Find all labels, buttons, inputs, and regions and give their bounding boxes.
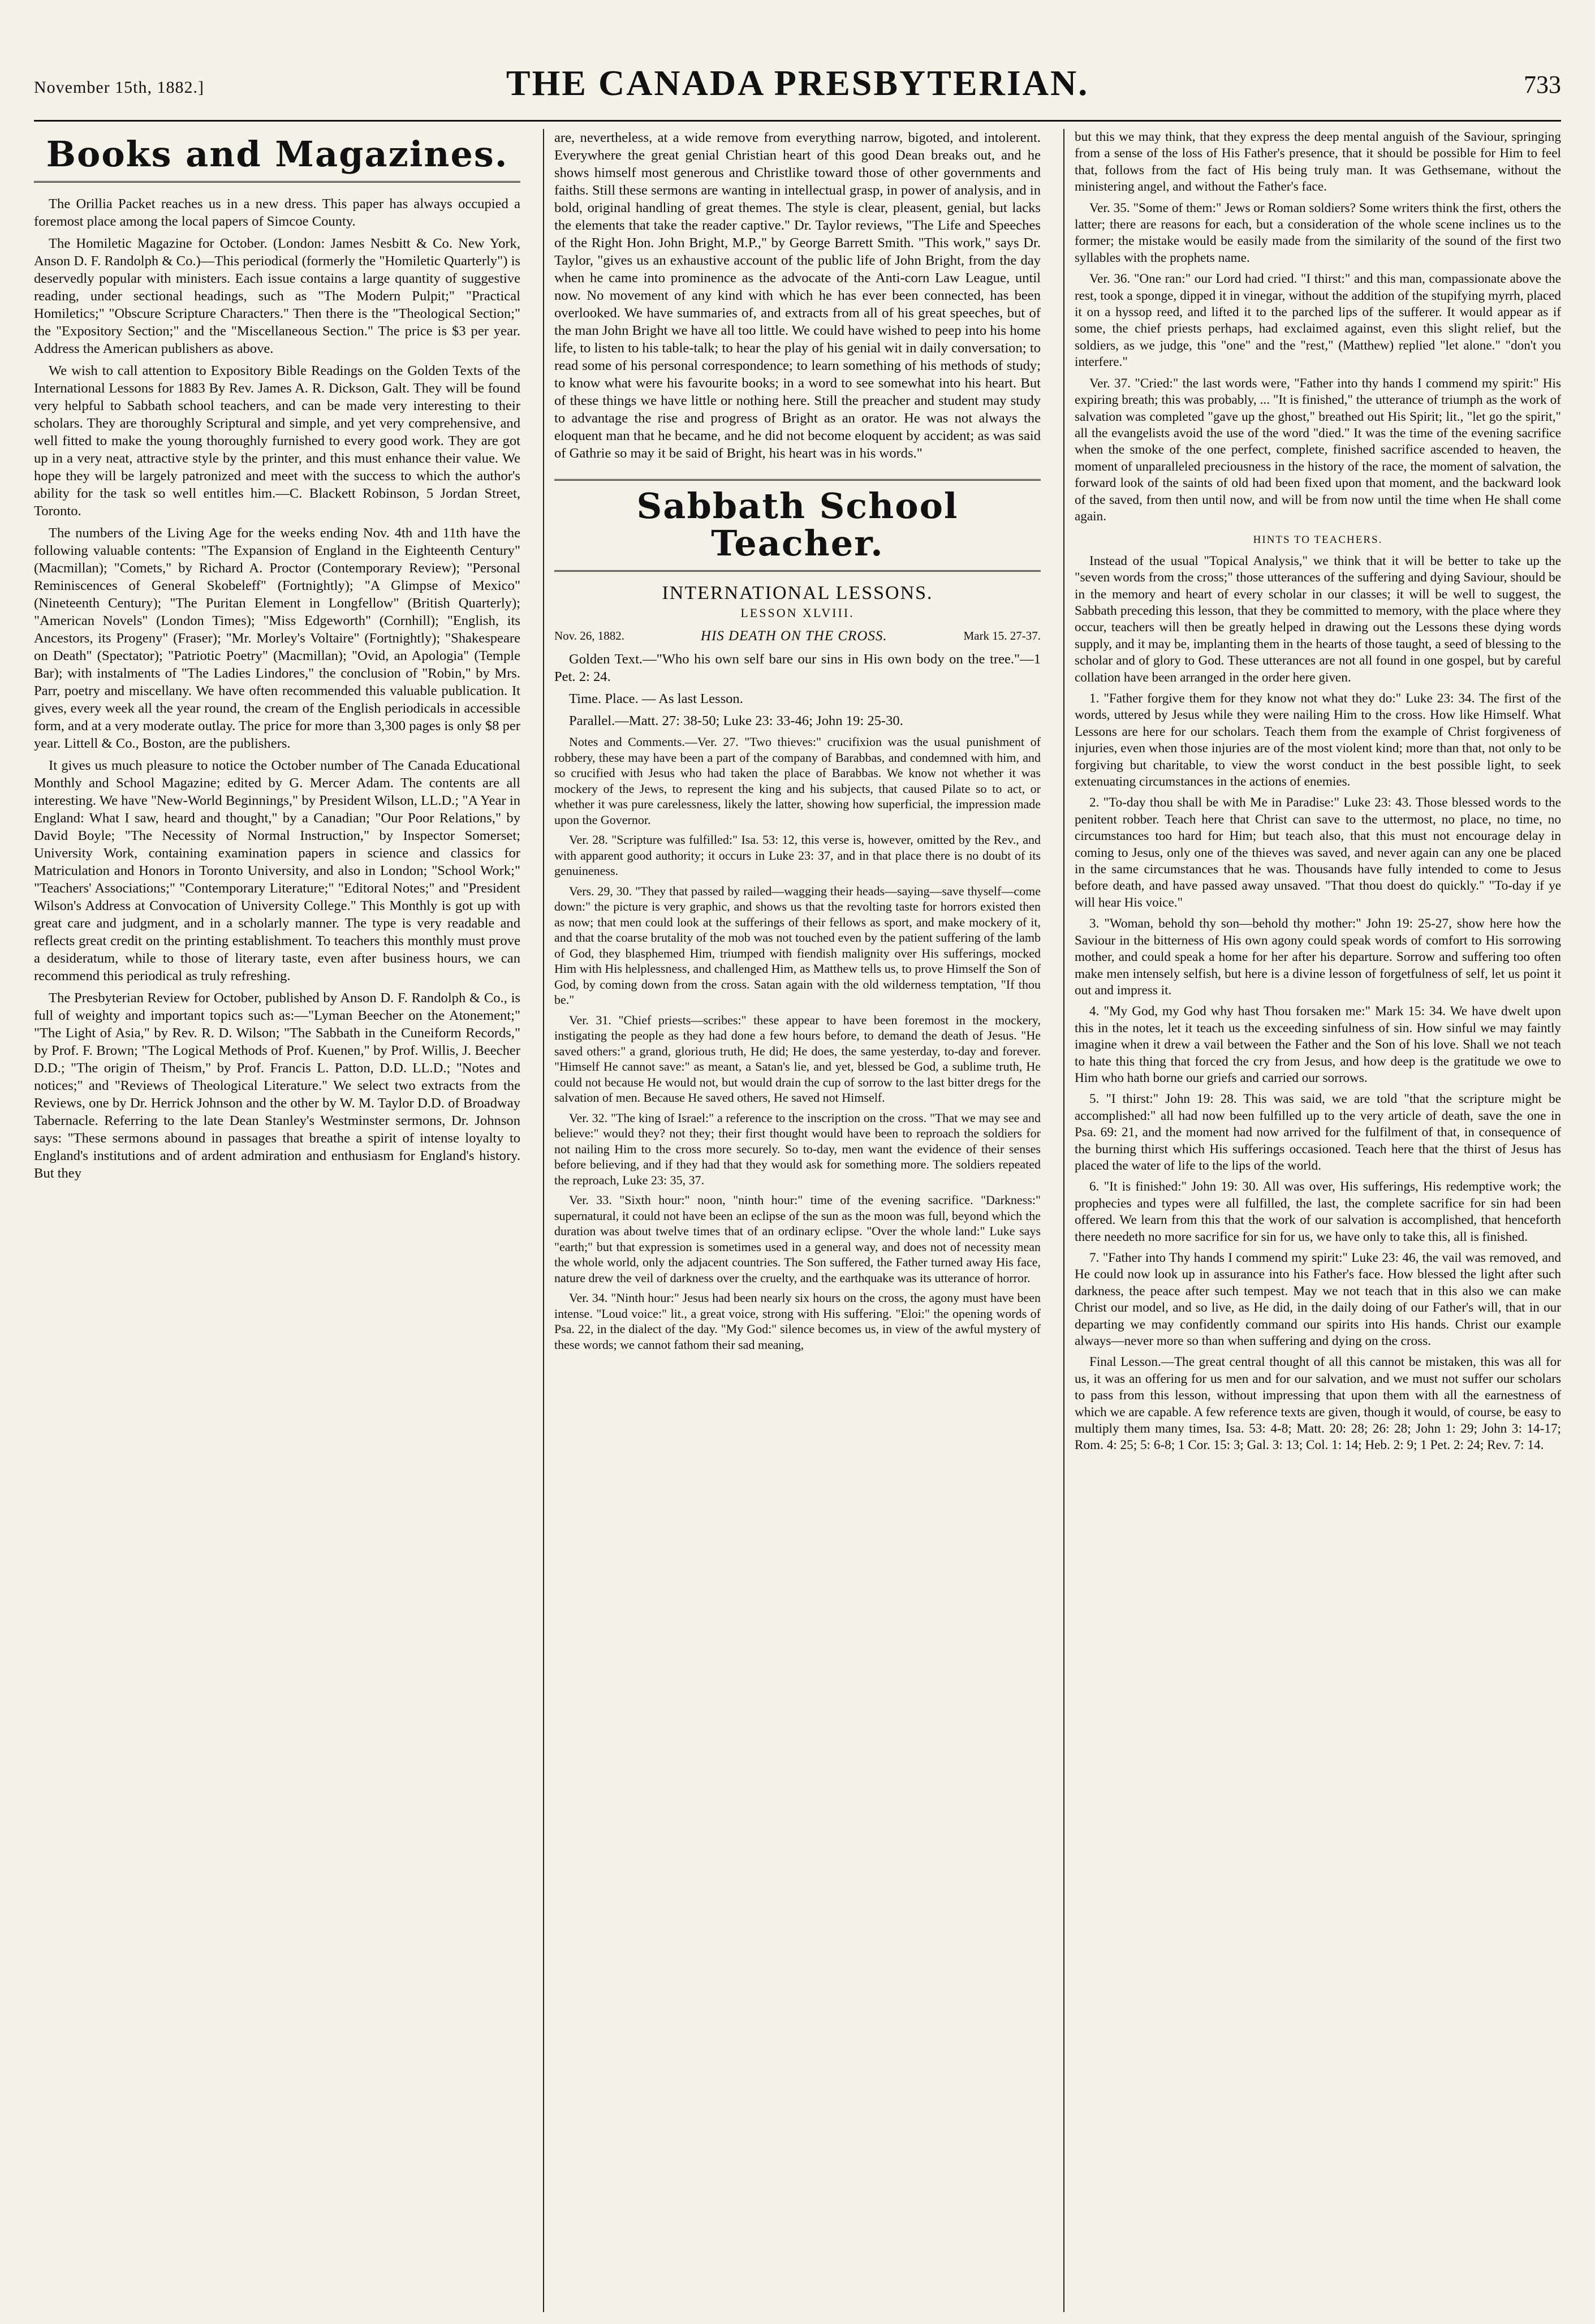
page-number: 733	[1524, 71, 1561, 98]
article-paragraph: It gives us much pleasure to notice the October number of The Canada Educational Monthly and School Magazine; edited by G. Mercer Adam. The contents are all interesting. We have "New-World Beginnings," by President Wilson, LL.D.; "A Year in England: What I saw, heard and thought," by a Canadian; "Our Poor Relations," by David Boyle; "The Necessity of Normal Instruction," by Inspector Somerset; University Work, containing examination papers in science and classics for Matriculation and Honors in Toronto University, and also in London; "School Work;" "Teachers' Associations;" "Contemporary Literature;" "Editoral Notes;" and "President Wilson's Address at Convocation of University College." This Monthly is got up with great care and judgment, and in a scholarly manner. The type is very readable and reflects great credit on the printing establishment. To teachers this monthly must prove a desideratum, while to those of literary taste, even after business hours, we can recommend this periodical as truly refreshing.	[34, 758, 520, 984]
note-paragraph: Ver. 28. "Scripture was fulfilled:" Isa. 53: 12, this verse is, however, omitted by the Rev., and with apparent good authority; it occurs in Luke 23: 37, and in that place there is no doubt of its genuineness.	[554, 833, 1041, 878]
note-paragraph: Notes and Comments.—Ver. 27. "Two thieves:" crucifixion was the usual punishment of robbery, these may have been a part of the company of Barabbas, and condemned with him, and so crucified with Jesus who had taken the place of Barabbas. We know not whether it was mockery of the Jews, to represent the king and his subjects, that caused Pilate so to act, or whether it was pure carelessness, likely the latter, showing how superficial, the impression made upon the Governor.	[554, 735, 1041, 827]
note-paragraph: Vers. 29, 30. "They that passed by railed—wagging their heads—saying—save thyself—come down:" the picture is very graphic, and shows us that the revolting taste for horrors existed then as now; that men could look at the sufferings of their fellows as sport, and make mockery of it, and that the coarse brutality of the mob was not touched even by the patient suffering of the lamb of God, they blasphemed Him, triumped with fiendish malignity over His sufferings, mocked Him with His helplessness, and challenged Him, as Matthew tells us, to prove Himself the Son of God, by coming down from the cross. Satan again with the old wilderness temptation, "If thou be."	[554, 883, 1041, 1007]
masthead-title: THE CANADA PRESBYTERIAN.	[506, 63, 1089, 103]
column-2	[554, 129, 1041, 2312]
hint-paragraph: Instead of the usual "Topical Analysis," we think that it will be better to take up the "seven words from the cross;" those utterances of the suffering and dying Saviour, should be in the memory and heart of every scholar in our classes; it will be well to suggest, the Sabbath preceding this lesson, that they be committed to memory, with the place where they occur, teachers will then be greatly helped in drawing out the Lessons these dying words supply, and it may be, implanting them in the hearts of those taught, a seed of blessing to the scholar and of glory to God. These utterances are not all found in one gospel, but by careful collation have been arranged in the order here given.	[1075, 553, 1561, 685]
note-paragraph: Ver. 34. "Ninth hour:" Jesus had been nearly six hours on the cross, the agony must have been intense. "Loud voice:" lit., a great voice, strong with His suffering. "Eloi:" the opening words of Psa. 22, in the dialect of the day. "My God:" silence becomes us, in view of the awful mystery of these words; we cannot fathom their sad meaning,	[554, 1291, 1041, 1352]
notes-and-comments	[554, 734, 1041, 1352]
hint-paragraph: 2. "To-day thou shall be with Me in Paradise:" Luke 23: 43. Those blessed words to the penitent robber. Teach here that Christ can save to the uttermost, no place, no time, no circumstances too hard for Him; but teach also, that this must not encourage delay in coming to Jesus, only one of the thieves was saved, and never again can any one be placed in the same circumstances that he was. Thousands have fully intended to come to Jesus before death, and have passed away unsaved. "That thou doest do quickly." "To-day if ye will hear His voice."	[1075, 795, 1561, 910]
hint-paragraph: 7. "Father into Thy hands I commend my spirit:" Luke 23: 46, the vail was removed, and He could now look up in assurance into his Father's face. How blessed the light after such darkness, the peace after such tempest. May we not teach that in this also we can make Christ our model, and so live, as He did, in the daily doing of our Father's will, that in our departing we may confidently command our spirits into His hands. Christ our example always—never more so than when suffering and dying on the cross.	[1075, 1251, 1561, 1349]
column-3	[1075, 129, 1561, 2312]
note-paragraph: Ver. 33. "Sixth hour:" noon, "ninth hour:" time of the evening sacrifice. "Darkness:" supernatural, it could not have been an eclipse of the sun as the moon was full, beyond which the duration was about twelve times that of an ordinary eclipse. "Over the whole land:" Luke says "earth;" but that expression is sometimes used in a general way, and does not of necessity mean the whole world, only the adjacent countries. The Son suffered, the Father turned away His face, nature drew the veil of darkness over the cruelty, and the earthquake was its utterance of horror.	[554, 1193, 1041, 1285]
books-section-heading: Books and Magazines.	[34, 129, 520, 183]
article-paragraph: The Homiletic Magazine for October. (London: James Nesbitt & Co. New York, Anson D. F. Randolph & Co.)—This periodical (formerly the "Homiletic Quarterly") is deservedly popular with ministers. Each issue contains a large quantity of suggestive reading, under sectional headings, such as "The Modern Pulpit;" "Practical Homiletics;" "Obscure Scripture Characters." Then there is the "Theological Section;" the "Expository Section;" and the "Miscellaneous Section." The price is $3 per year. Address the American publishers as above.	[34, 236, 520, 356]
article-paragraph: We wish to call attention to Expository Bible Readings on the Golden Texts of the International Lessons for 1883 By Rev. James A. R. Dickson, Galt. They will be found very helpful to Sabbath school teachers, and can be made very interesting to their scholars. They are thoroughly Scriptural and simple, and yet very comprehensive, and well fitted to make the young thoroughly furnished to every good work. They are got up in a very neat, attractive style by the printer, and this must enhance their value. We hope they will be largely patronized and meet with the success to which the author's ability for the task so well entitles him.—C. Blackett Robinson, 5 Jordan Street, Toronto.	[34, 363, 520, 519]
column-divider	[543, 129, 544, 2312]
hint-paragraph: 1. "Father forgive them for they know not what they do:" Luke 23: 34. The first of the words, uttered by Jesus while they were nailing Him to the cross. How like Himself. What Lessons are here for our scholars. Teach them from the example of Christ forgiveness of injuries, even when those injuries are of the most violent kind; more than that, not only to be forgiving but charitable, to view the worst conduct in the best possible light, to seek extenuating circumstances in the actions of enemies.	[1075, 691, 1561, 790]
golden-text: Golden Text.—"Who his own self bare our sins in His own body on the tree."—1 Pet. 2: 24.	[554, 652, 1041, 684]
hints-heading: HINTS TO TEACHERS.	[1253, 534, 1383, 546]
lesson-reference: Mark 15. 27-37.	[963, 629, 1041, 643]
sabbath-section-heading: Sabbath School Teacher.	[554, 479, 1041, 572]
parallel-passages: Parallel.—Matt. 27: 38-50; Luke 23: 33-46; John 19: 25-30.	[569, 713, 903, 728]
article-paragraph: The Orillia Packet reaches us in a new dress. This paper has always occupied a foremost place among the local papers of Simcoe County.	[34, 196, 520, 229]
hint-paragraph: 6. "It is finished:" John 19: 30. All was over, His sufferings, His redemptive work; the prophecies and types were all fulfilled, the last, the complete sacrifice for sin had been offered. We learn from this that the work of our salvation is accomplished, that henceforth there needeth no more sacrifice for sin for us, we have only to take this, all is finished.	[1075, 1179, 1561, 1244]
note-paragraph: Ver. 37. "Cried:" the last words were, "Father into thy hands I commend my spirit:" His expiring breath; this was probably, ... "It is finished," the utterance of triumph as the work of salvation was completed "gave up the ghost," breathed out His Spirit; lit., "let go the spirit," all the evangelists avoid the use of the word "died." It was the time of the evening sacrifice when the smoke of the one perfect, complete, finished sacrifice ascended to heaven, the moment of unparalleled preciousness in the history of the race, the moment of salvation, the forward look of the saints of old had been fixed upon that moment, and the backward look of the saved, from then until now, and will be from now until the time when He shall come again.	[1075, 376, 1561, 524]
hint-paragraph: 5. "I thirst:" John 19: 28. This was said, we are told "that the scripture might be accomplished:" all had now been fulfilled up to the very article of death, save the one in Psa. 69: 21, and the moment had now arrived for the fulfilment of that, in consequence of the burning thirst which His sufferings occasioned. Teach here that the thirst of Jesus has placed the water of life to the lips of the world.	[1075, 1092, 1561, 1173]
article-paragraph: The Presbyterian Review for October, published by Anson D. F. Randolph & Co., is full of weighty and important topics such as:—"Lyman Beecher on the Atonement;" "The Light of Asia," by Rev. R. D. Wilson; "The Sabbath in the Cuneiform Records," by Prof. F. Brown; "The Logical Methods of Prof. Kuenen," by Prof. Willis, J. Beecher D.D.; "The origin of Theism," by Prof. Francis L. Patton, D.D. LL.D.; "Notes and notices;" and "Reviews of Theological Literature." We select two extracts from the Reviews, one by Dr. Herrick Johnson and the other by W. M. Taylor D.D. of Broadway Tabernacle. Referring to the late Dean Stanley's Westminster sermons, Dr. Johnson says: "These sermons abound in passages that breathe a spirit of intense loyalty to England's institutions and of ardent admiration and enthusiasm for England's history. But they	[34, 990, 520, 1181]
page-header	[34, 62, 1561, 113]
note-paragraph: Ver. 31. "Chief priests—scribes:" these appear to have been foremost in the mockery, instigating the people as they had done a few hours before, to demand the death of Jesus. "He saved others:" a grand, glorious truth, He did; He does, the same yesterday, to-day and forever. "Himself He cannot save:" as meant, a Satan's lie, and yet, blessed be God, a sublime truth, He could not because He would not, but would drain the cup of sorrow to the last bitter dregs for the salvation of men. Because He saved others, He saved not Himself.	[554, 1012, 1041, 1105]
note-paragraph: Ver. 32. "The king of Israel:" a reference to the inscription on the cross. "That we may see and believe:" would they? not they; their first thought would have been to reproach the soldiers for not nailing Him to the cross more securely. So to-day, men want the evidence of their senses before believing, and if they had that they would ask for something more. The soldiers repeated the reproach, Luke 23: 35, 37.	[554, 1110, 1041, 1187]
hint-paragraph: Final Lesson.—The great central thought of all this cannot be mistaken, this was all for us, it was an offering for us men and for our salvation, and we must not suffer our scholars to pass from this lesson, without impressing that upon them with all the earnestness of which we are capable. A few reference texts are given, though it would, of course, be easy to multiply them many times, Isa. 53: 4-8; Matt. 20: 28; 26: 28; John 1: 29; John 3: 14-17; Rom. 4: 25; 5: 6-8; 1 Cor. 15: 3; Gal. 3: 13; Col. 1: 14; Heb. 2: 9; 1 Pet. 2: 24; Rev. 7: 14.	[1075, 1355, 1561, 1453]
time-place: Time. Place. — As last Lesson.	[569, 691, 743, 706]
column-1	[34, 129, 520, 2312]
issue-date: November 15th, 1882.]	[34, 78, 204, 97]
note-paragraph: Ver. 35. "Some of them:" Jews or Roman soldiers? Some writers think the first, others the latter; there are reasons for each, but a consideration of the whole scene inclines us to the former; the mistake would be easily made from the similarity of the sound of the first two syllables with the prophets name.	[1075, 200, 1561, 265]
article-paragraph: are, nevertheless, at a wide remove from everything narrow, bigoted, and intolerent. Everywhere the great genial Christian heart of this good Dean breaks out, and he shows himself most generous and Christlike toward those of other governments and faiths. Still these sermons are wanting in intellectual grasp, in power of analysis, and in bold, original handling of great themes. The style is clear, pleasent, genial, but lacks the elements that take the reader captive." Dr. Taylor reviews, "The Life and Speeches of the Right Hon. John Bright, M.P.," by George Barrett Smith. "This work," says Dr. Taylor, "gives us an exhaustive account of the public life of John Bright, from the day when he came into prominence as the advocate of the Anti-corn Law League, until now. No movement of any kind with which he has ever been connected, has been overlooked. We have summaries of, and extracts from all of his great speeches, but of the man John Bright we have all too little. We could have wished to peep into his home life, to listen to his table-talk; to hear the play of his genial wit in daily conversation; to read some of his personal correspondence; to learn something of his methods of study; to know what were his favourite books; in a word to see somewhat into his heart. But of these things we have little or nothing here. Still the preacher and student may study to advantage the rise and progress of Bright as an orator. He was not always the eloquent man that he became, and he did not become eloquent by accident; as was said of Gathrie so may it be said of Bright, his heart was in his words."	[554, 130, 1041, 461]
lesson-date: Nov. 26, 1882.	[554, 629, 625, 643]
hint-paragraph: 3. "Woman, behold thy son—behold thy mother:" John 19: 25-27, show here how the Saviour in the bitterness of His own agony could speak words of comfort to His sorrowing mother, and could speak a home for her after his departure. Sorrow and suffering too often make men intensely selfish, but here is a divine lesson of forgetfulness of self, let us point it out and impress it.	[1075, 916, 1561, 998]
column-divider	[1063, 129, 1064, 2312]
lesson-number: LESSON XLVIII.	[740, 606, 855, 620]
lesson-name: HIS DEATH ON THE CROSS.	[700, 628, 887, 644]
lessons-title: INTERNATIONAL LESSONS.	[662, 583, 933, 603]
note-paragraph: Ver. 36. "One ran:" our Lord had cried. "I thirst:" and this man, compassionate above the rest, took a sponge, dipped it in vinegar, without the addition of the stupifying myrrh, placed it on a hyssop reed, and lifted it to the parched lips of the sufferer. It would appear as if some, the chief priests perhaps, had exclaimed against, even this slight relief, but the soldiers, as we judge, this "one" and the "rest," (Matthew) replied "let alone." "don't you interfere."	[1075, 271, 1561, 370]
lesson-line	[554, 627, 1041, 645]
hint-paragraph: 4. "My God, my God why hast Thou forsaken me:" Mark 15: 34. We have dwelt upon this in the notes, let it teach us the exceeding sinfulness of sin. How sinful we may faintly imagine when it drew a vail between the Father and the Son of his love. Shall we not teach to hate this thing that forced the cry from Jesus, and how deep is the gratitude we owe to Him who hath borne our griefs and carried our sorrows.	[1075, 1004, 1561, 1085]
header-rule	[34, 120, 1561, 122]
article-paragraph: The numbers of the Living Age for the weeks ending Nov. 4th and 11th have the following valuable contents: "The Expansion of England in the Eighteenth Century" (Macmillan); "Comets," by Richard A. Proctor (Contemporary Review); "Personal Reminiscences of General Skobeleff" (Fortnightly); "A Glimpse of Mexico" (Nineteenth Century); "The Puritan Element in Longfellow" (British Quarterly); "American Novels" (London Times); "Miss Edgeworth" (Cornhill); "English, its Ancestors, its Progeny" (Fraser); "Mr. Morley's Voltaire" (Fortnightly); "Shakespeare on Death" (Spectator); "Patriotic Poetry" (Macmillan); "Ovid, an Apologia" (Temple Bar); with instalments of "The Ladies Lindores," the conclusion of "Robin," by Mrs. Parr, poetry and miscellany. We have often recommended this valuable publication. It gives, every week all the year round, the cream of the English periodicals in accessible form, and at a very moderate outlay. The price for more than 3,300 pages is only $8 per year. Littell & Co., Boston, are the publishers.	[34, 525, 520, 751]
note-paragraph: but this we may think, that they express the deep mental anguish of the Saviour, springing from a sense of the loss of His Father's presence, that it should be possible for Him to feel that, follows from the fact of His being truly man. It was Gethsemane, without the ministering angel, and without the Father's face.	[1075, 130, 1561, 195]
